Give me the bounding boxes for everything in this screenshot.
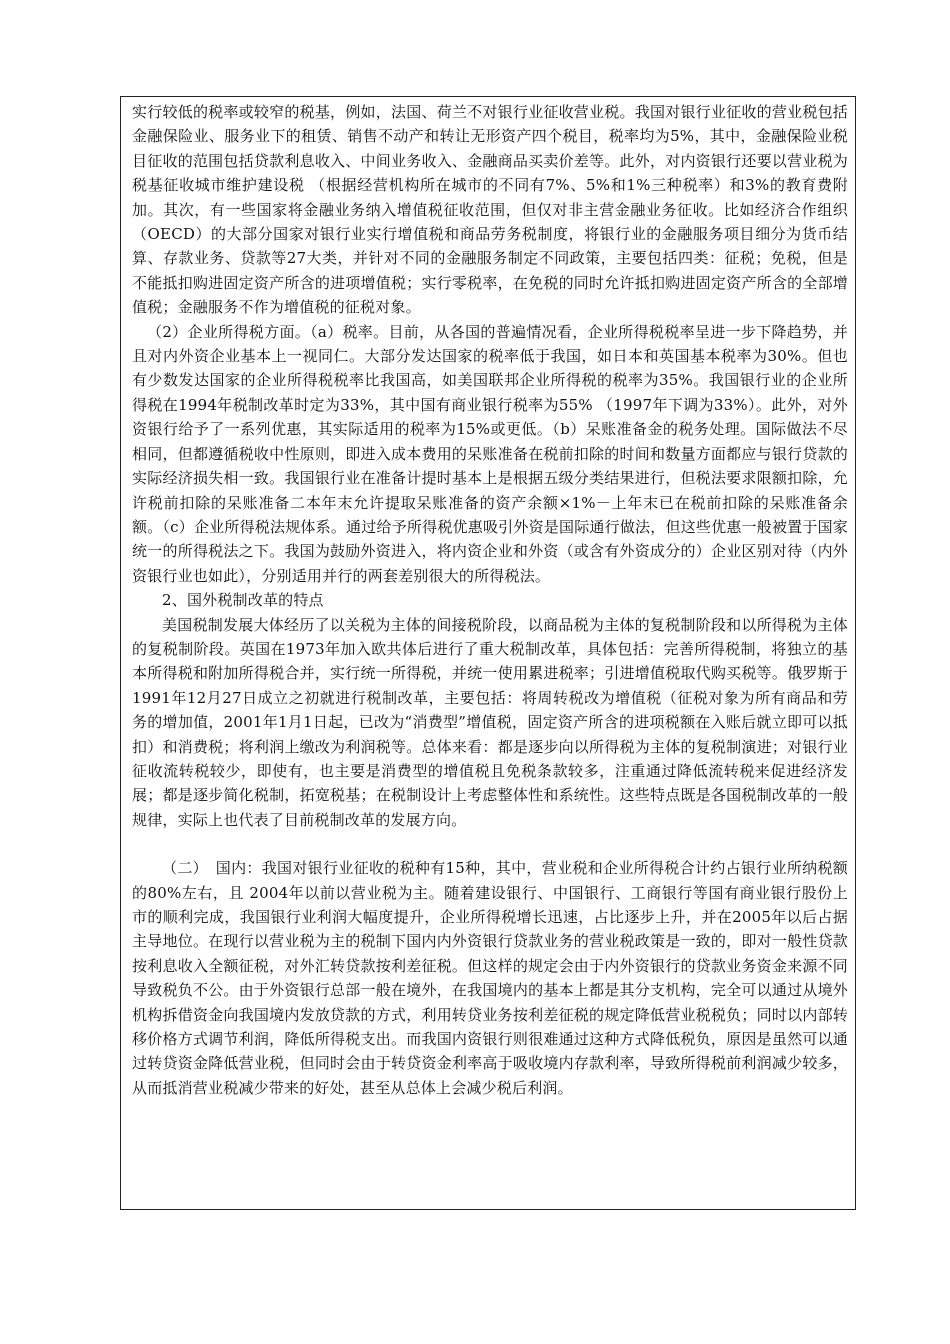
paragraph-corporate-income-tax: （2）企业所得税方面。（a）税率。目前，从各国的普遍情况看，企业所得税税率呈进一步下降趋势，并且对内外资企业基本上一视同仁。大部分发达国家的税率低于我国，如日本和英国基本税率为30%。但也有少数发达国家的企业所得税税率比我国高，如美国联邦企业所得税的税率为35%。我国银行业的企业所得税在1994年税制改革时定为33%，其中国有商业银行税率为55% （1997年下调为33%）。此外，对外资银行给予了一系列优惠，其实际适用的税率为15%或更低。（b）呆账准备金的税务处理。国际做法不尽相同，但都遵循税收中性原则，即进入成本费用的呆账准备在税前扣除的时间和数量方面都应与银行贷款的实际经济损失相一致。我国银行业在准备计提时基本上是根据五级分类结果进行，但税法要求限额扣除，允许税前扣除的呆账准备二本年末允许提取呆账准备的资产余额×1%－上年末已在税前扣除的呆账准备余额。（c）企业所得税法规体系。通过给予所得税优惠吸引外资是国际通行做法，但这些优惠一般被置于国家统一的所得税法之下。我国为鼓励外资进入，将内资企业和外资（或含有外资成分的）企业区别对待（内外资银行业也如此），分别适用并行的两套差别很大的所得税法。 [132, 322, 848, 585]
paragraph-gap [132, 832, 848, 856]
paragraph-domestic: （二） 国内：我国对银行业征收的税种有15种，其中，营业税和企业所得税合计约占银行业所纳税额的80%左右，且 2004年以前以营业税为主。随着建设银行、中国银行、工商银行等国有商业银行股份上市的顺利完成，我国银行业利润大幅度提升，企业所得税增长迅速，占比逐步上升，并在2005年以后占据主导地位。在现行以营业税为主的税制下国内内外资银行贷款业务的营业税政策是一致的，即对一般性贷款按利息收入全额征税，对外汇转贷款按利差征税。但这样的规定会由于内外资银行的贷款业务资金来源不同导致税负不公。由于外资银行总部一般在境外，在我国境内的基本上都是其分支机构，完全可以通过从境外机构拆借资金向我国境内发放贷款的方式，利用转贷业务按利差征税的规定降低营业税税负；同时以内部转移价格方式调节利润，降低所得税支出。而我国内资银行则很难通过这种方式降低税负，原因是虽然可以通过转贷资金降低营业税，但同时会由于转贷资金利率高于吸收境内存款利率，导致所得税前利润减少较多，从而抵消营业税减少带来的好处，甚至从总体上会减少税后利润。 [132, 859, 848, 1097]
paragraph-business-tax: 实行较低的税率或较窄的税基，例如，法国、荷兰不对银行业征收营业税。我国对银行业征收的营业税包括金融保险业、服务业下的租赁、销售不动产和转让无形资产四个税目，税率均为5%，其中，金融保险业税目征收的范围包括贷款利息收入、中间业务收入、金融商品买卖价差等。此外，对内资银行还要以营业税为税基征收城市维护建设税 （根据经营机构所在城市的不同有7%、5%和1%三种税率）和3%的教育费附加。其次，有一些国家将金融业务纳入增值税征收范围，但仅对非主营金融业务征收。比如经济合作组织（OECD）的大部分国家对银行业实行增值税和商品劳务税制度，将银行业的金融服务项目细分为货币结算、存款业务、贷款等27大类，并针对不同的金融服务制定不同政策，主要包括四类：征税；免税，但是不能抵扣购进固定资产所含的进项增值税；实行零税率，在免税的同时允许抵扣购进固定资产所含的全部增值税；金融服务不作为增值税的征税对象。 [132, 103, 848, 317]
document-body [132, 100, 848, 1100]
paragraph-foreign-reform: 美国税制发展大体经历了以关税为主体的间接税阶段，以商品税为主体的复税制阶段和以所得税为主体的复税制阶段。英国在1973年加入欧共体后进行了重大税制改革，具体包括：完善所得税制，将独立的基本所得税和附加所得税合并，实行统一所得税，并统一使用累进税率；引进增值税取代购买税等。俄罗斯于1991年12月27日成立之初就进行税制改革，主要包括：将周转税改为增值税（征税对象为所有商品和劳务的增加值，2001年1月1日起，已改为“消费型”增值税，固定资产所含的进项税额在入账后就立即可以抵扣）和消费税；将利润上缴改为利润税等。总体来看：都是逐步向以所得税为主体的复税制演进；对银行业征收流转税较少，即使有，也主要是消费型的增值税且免税条款较多，注重通过降低流转税来促进经济发展；都是逐步简化税制，拓宽税基；在税制设计上考虑整体性和系统性。这些特点既是各国税制改革的一般规律，实际上也代表了目前税制改革的发展方向。 [132, 615, 848, 829]
section-heading-foreign-reform: 2、国外税制改革的特点 [162, 591, 324, 610]
